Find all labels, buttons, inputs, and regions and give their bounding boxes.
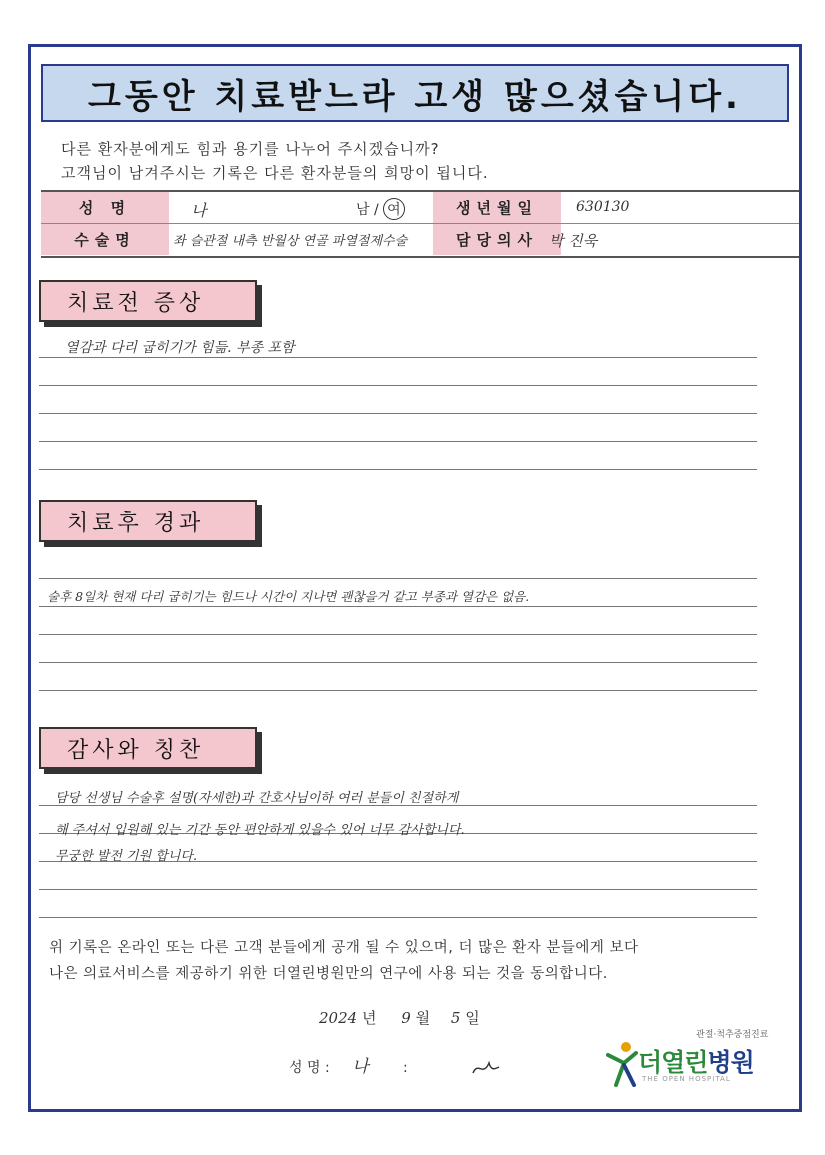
section-thanks-lines[interactable] — [39, 781, 757, 921]
month-unit: 월 — [415, 1009, 431, 1027]
name-value[interactable]: 나 — [191, 201, 207, 220]
signature-scribble-icon — [383, 1057, 503, 1079]
page-title: 그동안 치료받느라 고생 많으셨습니다. — [88, 76, 742, 117]
section-before-title: 치료전 증상 — [39, 280, 257, 322]
thanks-line-3: 무궁한 발전 기원 합니다. — [55, 849, 198, 864]
name-label: 성 명 — [41, 192, 169, 223]
gender-female-selected[interactable]: 여 — [383, 198, 405, 220]
svg-text::: : — [403, 1060, 408, 1076]
consent-line-1: 위 기록은 온라인 또는 다른 고객 분들에게 공개 될 수 있으며, 더 많은 환자 분들에게 보다 — [49, 940, 639, 956]
date-month[interactable]: 9 — [401, 1009, 411, 1027]
signature-label: 성 명 : — [289, 1060, 330, 1076]
section-after-text: 술후 8일차 현재 다리 굽히기는 힘드나 시간이 지나면 괜찮을거 같고 부종과 열감은 없음. — [47, 589, 530, 604]
logo-subtitle: 관절·척추중점진료 — [696, 1030, 769, 1040]
signature-line — [289, 1052, 503, 1079]
logo-english: THE OPEN HOSPITAL — [642, 1075, 731, 1083]
birth-label: 생년월일 — [433, 192, 561, 223]
thanks-line-1: 담당 선생님 수술후 설명(자세한)과 간호사님이하 여러 분들이 친절하게 — [55, 791, 459, 806]
section-before-text: 열감과 다리 굽히기가 힘듦. 부종 포함 — [65, 340, 295, 356]
logo-name-part1: 더열린 — [638, 1048, 708, 1077]
signature-name[interactable]: 나 — [352, 1057, 369, 1077]
date-day[interactable]: 5 — [450, 1009, 461, 1027]
intro-line-1: 다른 환자분에게도 힘과 용기를 나누어 주시겠습니까? — [61, 140, 440, 158]
logo-name-part2: 병원 — [707, 1048, 754, 1077]
section-after-title: 치료후 경과 — [39, 500, 257, 542]
form-frame — [28, 44, 802, 1112]
thanks-line-2: 해 주셔서 입원해 있는 기간 동안 편안하게 있을수 있어 너무 감사합니다. — [55, 823, 465, 838]
intro-text — [61, 137, 489, 185]
doctor-label: 담당의사 — [433, 224, 561, 255]
title-banner — [41, 64, 789, 122]
signature-date — [319, 1007, 480, 1028]
hospital-logo — [606, 1027, 786, 1097]
section-thanks-title: 감사와 칭찬 — [39, 727, 257, 769]
consent-line-2: 나은 의료서비스를 제공하기 위한 더열린병원만의 연구에 사용 되는 것을 동의합니다. — [49, 966, 608, 982]
surgery-label: 수술명 — [41, 224, 169, 255]
gender-male[interactable]: 남 — [356, 202, 370, 218]
day-unit: 일 — [465, 1009, 480, 1027]
section-after-lines[interactable] — [39, 557, 757, 697]
surgery-value[interactable]: 좌 슬관절 내측 반월상 연골 파열절제수술 — [173, 234, 408, 249]
info-row-1 — [41, 192, 799, 224]
logo-name — [638, 1043, 754, 1079]
info-row-2 — [41, 224, 799, 255]
gender-separator: / — [373, 202, 379, 218]
intro-line-2: 고객님이 남겨주시는 기록은 다른 환자분들의 희망이 됩니다. — [61, 164, 489, 182]
year-unit: 년 — [361, 1009, 377, 1027]
patient-info-table — [41, 190, 799, 258]
section-before-lines[interactable] — [39, 337, 757, 477]
date-year[interactable]: 2024 — [319, 1009, 358, 1027]
gender-select[interactable] — [356, 198, 405, 220]
logo-figure-icon — [606, 1041, 638, 1087]
birth-value[interactable]: 630130 — [576, 199, 630, 215]
consent-text — [49, 935, 639, 987]
doctor-value[interactable]: 박 진욱 — [549, 232, 598, 250]
